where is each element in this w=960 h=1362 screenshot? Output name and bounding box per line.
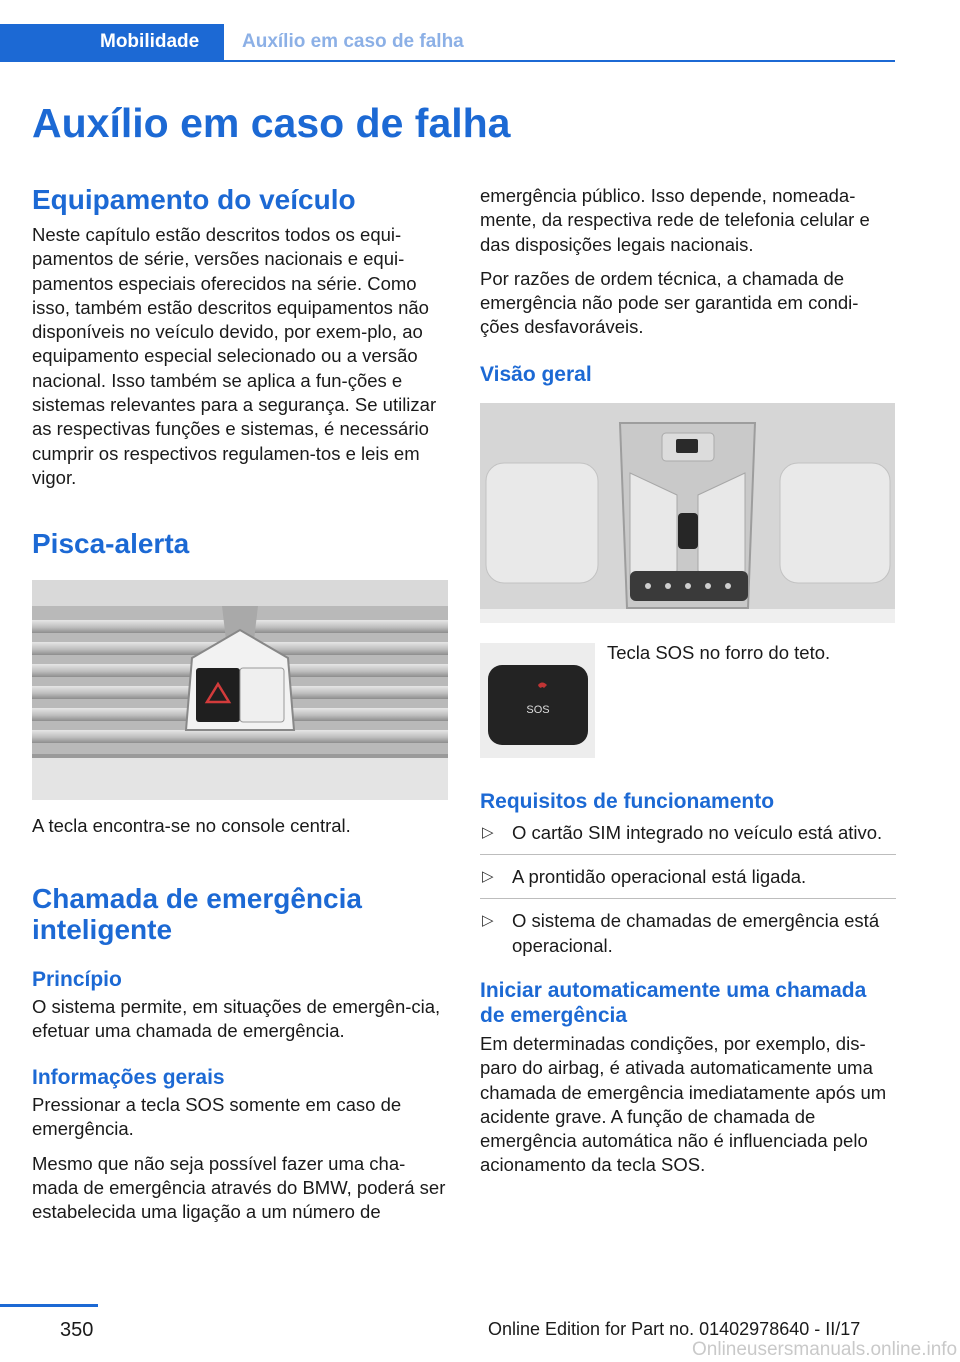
auto-call-heading: Iniciar automaticamente uma chamada de emergência [480, 978, 867, 1027]
ecall-heading: Chamada de emergência inteligente [32, 882, 362, 945]
air-vent-illustration [32, 580, 448, 800]
roof-console-figure [480, 403, 895, 623]
edition-text: Online Edition for Part no. 01402978640 - II/17 [488, 1319, 861, 1339]
overview-heading: Visão geral [480, 362, 592, 386]
page-title: Auxílio em caso de falha [32, 100, 511, 146]
list-item: ▷ A prontidão operacional está ligada. [480, 865, 896, 899]
sos-button-figure [480, 643, 595, 758]
hazard-caption: A tecla encontra-se no console central. [32, 815, 351, 837]
principle-heading: Princípio [32, 967, 122, 991]
hazard-button-figure [32, 580, 448, 800]
bullet-triangle-icon: ▷ [482, 823, 494, 841]
requirements-list [480, 821, 896, 958]
watermark: Onlineusersmanuals.online.info [692, 1339, 958, 1360]
general-info-text-2: Mesmo que não seja possível fazer uma cha-mada de emergência através do BMW, poderá ser estabelecida uma ligação a um número de [32, 1152, 446, 1223]
section-header [0, 24, 895, 62]
right-column [480, 184, 896, 1188]
roof-console-illustration [480, 403, 895, 623]
page-number: 350 [60, 1319, 94, 1341]
general-info-heading: Informações gerais [32, 1066, 225, 1090]
list-item: ▷ O cartão SIM integrado no veículo está ativo. [480, 821, 896, 855]
hazard-heading: Pisca-alerta [32, 528, 190, 560]
bullet-triangle-icon: ▷ [482, 912, 494, 930]
breadcrumb: Auxílio em caso de falha [242, 31, 464, 52]
bullet-triangle-icon: ▷ [482, 868, 494, 886]
equipment-text: Neste capítulo estão descritos todos os equi-pamentos de série, versões nacionais e equi-pamentos especiais oferecidos na série. Como isso, também estão descritos equipamentos não disponíveis no veículo devido, por exem-plo, ao equipamento especial selecionado ou a versão nacional. Isso também se aplica a fun-ções e sistemas relevantes para a segurança. Se utilizar as respectivas funções e sistemas, é necessário cumprir os respectivos regulamen-tos e leis em vigor. [32, 224, 437, 488]
left-column [32, 184, 448, 1235]
sos-caption: Tecla SOS no forro do teto. [607, 641, 831, 663]
footer-accent-line [0, 1304, 98, 1307]
continued-text-2: Por razões de ordem técnica, a chamada de emergência não pode ser garantida em condi-ções desfavoráveis. [480, 267, 859, 338]
equipment-heading: Equipamento do veículo [32, 184, 356, 215]
principle-text: O sistema permite, em situações de emergên-cia, efetuar uma chamada de emergência. [32, 995, 441, 1041]
sos-button-illustration [480, 643, 595, 758]
sos-label: SOS [526, 703, 550, 716]
chapter-tab: Mobilidade [0, 24, 224, 61]
list-item: ▷ O sistema de chamadas de emergência está operacional. [482, 910, 880, 956]
general-info-text-1: Pressionar a tecla SOS somente em caso de emergência. [32, 1094, 402, 1140]
continued-text-1: emergência público. Isso depende, nomeada-mente, da respectiva rede de telefonia celular e das disposições legais nacionais. [480, 185, 870, 255]
auto-call-text: Em determinadas condições, por exemplo, dis-paro do airbag, é ativada automaticamente uma chamada de emergência imediatamente após um acidente grave. A função de chamada de emergência automática não é influenciada pelo acionamento da tecla SOS. [480, 1032, 887, 1176]
requirements-heading: Requisitos de funcionamento [480, 789, 775, 813]
